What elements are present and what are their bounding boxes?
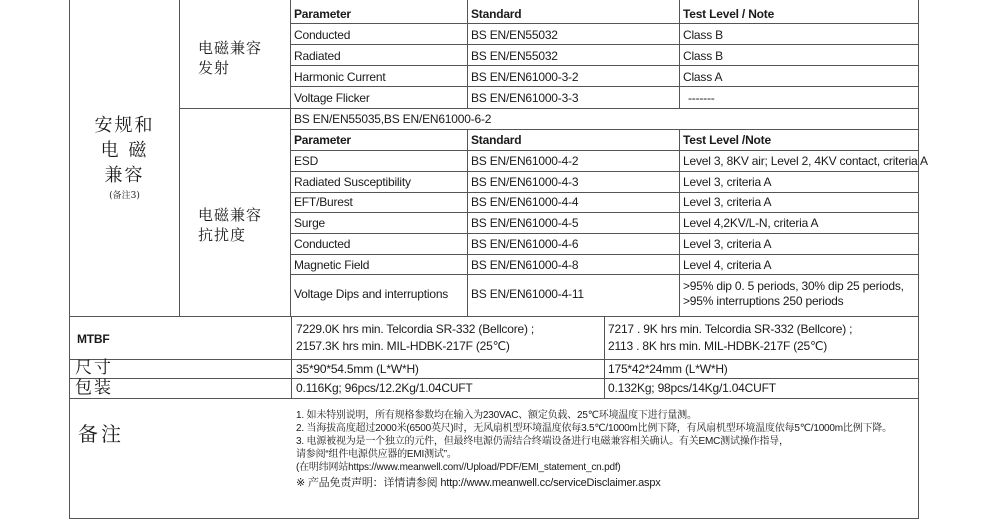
- category-label-line2: 电 磁: [100, 140, 149, 161]
- row-line: [290, 233, 919, 234]
- lower-col-divider: [604, 316, 605, 398]
- immunity-dips-param: Voltage Dips and interruptions: [294, 287, 449, 301]
- immunity-row-level: Level 3, criteria A: [683, 175, 772, 189]
- row-line: [290, 129, 919, 130]
- table-border-right: [918, 0, 919, 519]
- remark-line: ※ 产品免责声明：详情请参阅 http://www.meanwell.cc/serviceDisclaimer.aspx: [296, 477, 661, 489]
- emission-row-param: Conducted: [294, 28, 351, 42]
- mtbf-label: MTBF: [77, 332, 110, 346]
- emission-label-line2: 发射: [198, 59, 231, 77]
- emission-row-level: Class A: [683, 70, 723, 84]
- immunity-dips-standard: BS EN/EN61000-4-11: [471, 287, 584, 301]
- mtbf-col1-line1: 7229.0K hrs min. Telcordia SR-332 (Bellcore) ;: [296, 322, 535, 336]
- row-line: [290, 192, 919, 193]
- emission-row-level: Class B: [683, 28, 723, 42]
- emission-header-standard: Standard: [471, 7, 522, 21]
- table-border-bottom: [69, 518, 919, 519]
- remark-line: 2. 当海拔高度超过2000米(6500英尺)时，无风扇机型环境温度依每3.5℃/1000m比例下降，有风扇机型环境温度依每5℃/1000m比例下降。: [296, 423, 892, 434]
- immunity-row-param: EFT/Burest: [294, 195, 353, 209]
- emission-header-param: Parameter: [294, 7, 351, 21]
- immunity-dips-level-line1: >95% dip 0. 5 periods, 30% dip 25 periods,: [683, 279, 904, 293]
- row-line: [290, 44, 919, 45]
- emission-row-param: Radiated: [294, 49, 341, 63]
- row-line: [290, 254, 919, 255]
- emission-row-standard: BS EN/EN61000-3-2: [471, 70, 579, 84]
- dimension-col2: 175*42*24mm (L*W*H): [608, 362, 728, 376]
- immunity-row-standard: BS EN/EN61000-4-3: [471, 175, 579, 189]
- packing-col1: 0.116Kg; 96pcs/12.2Kg/1.04CUFT: [296, 381, 473, 395]
- param-col-left: [290, 0, 291, 316]
- emission-row-standard: BS EN/EN55032: [471, 28, 558, 42]
- immunity-row-param: Radiated Susceptibility: [294, 175, 411, 189]
- immunity-dips-level-line2: >95% interruptions 250 periods: [683, 294, 844, 308]
- packing-col2: 0.132Kg; 98pcs/14Kg/1.04CUFT: [608, 381, 776, 395]
- immunity-row-standard: BS EN/EN61000-4-5: [471, 216, 579, 230]
- remark-line: (在明纬网站https://www.meanwell.com//Upload/PDF/EMI_statement_cn.pdf): [296, 462, 621, 473]
- immunity-row-standard: BS EN/EN61000-4-2: [471, 154, 579, 168]
- row-line: [290, 212, 919, 213]
- immunity-label-line1: 电磁兼容: [198, 206, 263, 224]
- dimension-col1: 35*90*54.5mm (L*W*H): [296, 362, 419, 376]
- row-line: [290, 65, 919, 66]
- emission-row-level: -------: [688, 91, 715, 105]
- emission-row-standard: BS EN/EN55032: [471, 49, 558, 63]
- mtbf-col2-line2: 2113 . 8K hrs min. MIL-HDBK-217F (25℃): [608, 339, 828, 353]
- dimension-top-line: [69, 359, 919, 360]
- immunity-standards-banner: BS EN/EN55035,BS EN/EN61000-6-2: [294, 112, 492, 126]
- immunity-row-level: Level 4,2KV/L-N, criteria A: [683, 216, 819, 230]
- immunity-row-param: ESD: [294, 154, 319, 168]
- remark-line: 请参阅“组件电源供应器的EMI测试”。: [296, 449, 457, 460]
- category-label-line3: 兼容: [104, 165, 145, 186]
- immunity-header-level: Test Level /Note: [683, 133, 771, 147]
- remarks-label: 备注: [78, 422, 124, 446]
- dimension-label: 尺寸: [75, 358, 113, 378]
- emission-row-level: Class B: [683, 49, 723, 63]
- emission-row-standard: BS EN/EN61000-3-3: [471, 91, 579, 105]
- remark-line: 1. 如未特别说明，所有规格参数均在输入为230VAC、额定负载、25℃环境温度下进行量测。: [296, 410, 697, 421]
- packing-top-line: [69, 378, 919, 379]
- mtbf-top-line: [69, 316, 919, 317]
- emission-row-param: Harmonic Current: [294, 70, 386, 84]
- immunity-row-standard: BS EN/EN61000-4-8: [471, 258, 579, 272]
- row-line: [290, 23, 919, 24]
- row-line: [290, 86, 919, 87]
- emission-row-param: Voltage Flicker: [294, 91, 370, 105]
- immunity-row-level: Level 3, 8KV air; Level 2, 4KV contact, criteria A: [683, 154, 928, 168]
- mtbf-col2-line1: 7217 . 9K hrs min. Telcordia SR-332 (Bellcore) ;: [608, 322, 853, 336]
- category-label-line1: 安规和: [94, 115, 155, 136]
- level-col-emission: [679, 0, 680, 108]
- immunity-row-param: Magnetic Field: [294, 258, 370, 272]
- remark-line: 3. 电源被视为是一个独立的元件，但最终电源仍需结合终端设备进行电磁兼容相关确认。有关EMC测试操作指导，: [296, 436, 789, 447]
- emission-header-level: Test Level / Note: [683, 7, 775, 21]
- packing-label: 包装: [75, 378, 113, 398]
- row-line: [290, 150, 919, 151]
- immunity-row-param: Surge: [294, 216, 326, 230]
- immunity-row-level: Level 3, criteria A: [683, 237, 772, 251]
- mtbf-col1-line2: 2157.3K hrs min. MIL-HDBK-217F (25℃): [296, 339, 510, 353]
- immunity-header-standard: Standard: [471, 133, 522, 147]
- section-separator: [179, 108, 919, 109]
- immunity-row-standard: BS EN/EN61000-4-4: [471, 195, 579, 209]
- standard-col-emission: [467, 0, 468, 108]
- lower-label-divider: [291, 316, 292, 398]
- emission-header-bg: [290, 5, 918, 22]
- level-col-immunity: [679, 130, 680, 316]
- row-line: [290, 171, 919, 172]
- category-note: (备注3): [109, 191, 140, 201]
- row-line: [290, 274, 919, 275]
- immunity-row-level: Level 3, criteria A: [683, 195, 772, 209]
- immunity-row-param: Conducted: [294, 237, 351, 251]
- immunity-label-line2: 抗扰度: [198, 226, 247, 244]
- category-divider: [179, 0, 180, 316]
- emission-label-line1: 电磁兼容: [198, 39, 263, 57]
- immunity-header-param: Parameter: [294, 133, 351, 147]
- immunity-row-standard: BS EN/EN61000-4-6: [471, 237, 579, 251]
- remarks-top-line: [69, 398, 919, 399]
- immunity-row-level: Level 4, criteria A: [683, 258, 772, 272]
- table-border-left: [69, 0, 70, 519]
- standard-col-immunity: [467, 130, 468, 316]
